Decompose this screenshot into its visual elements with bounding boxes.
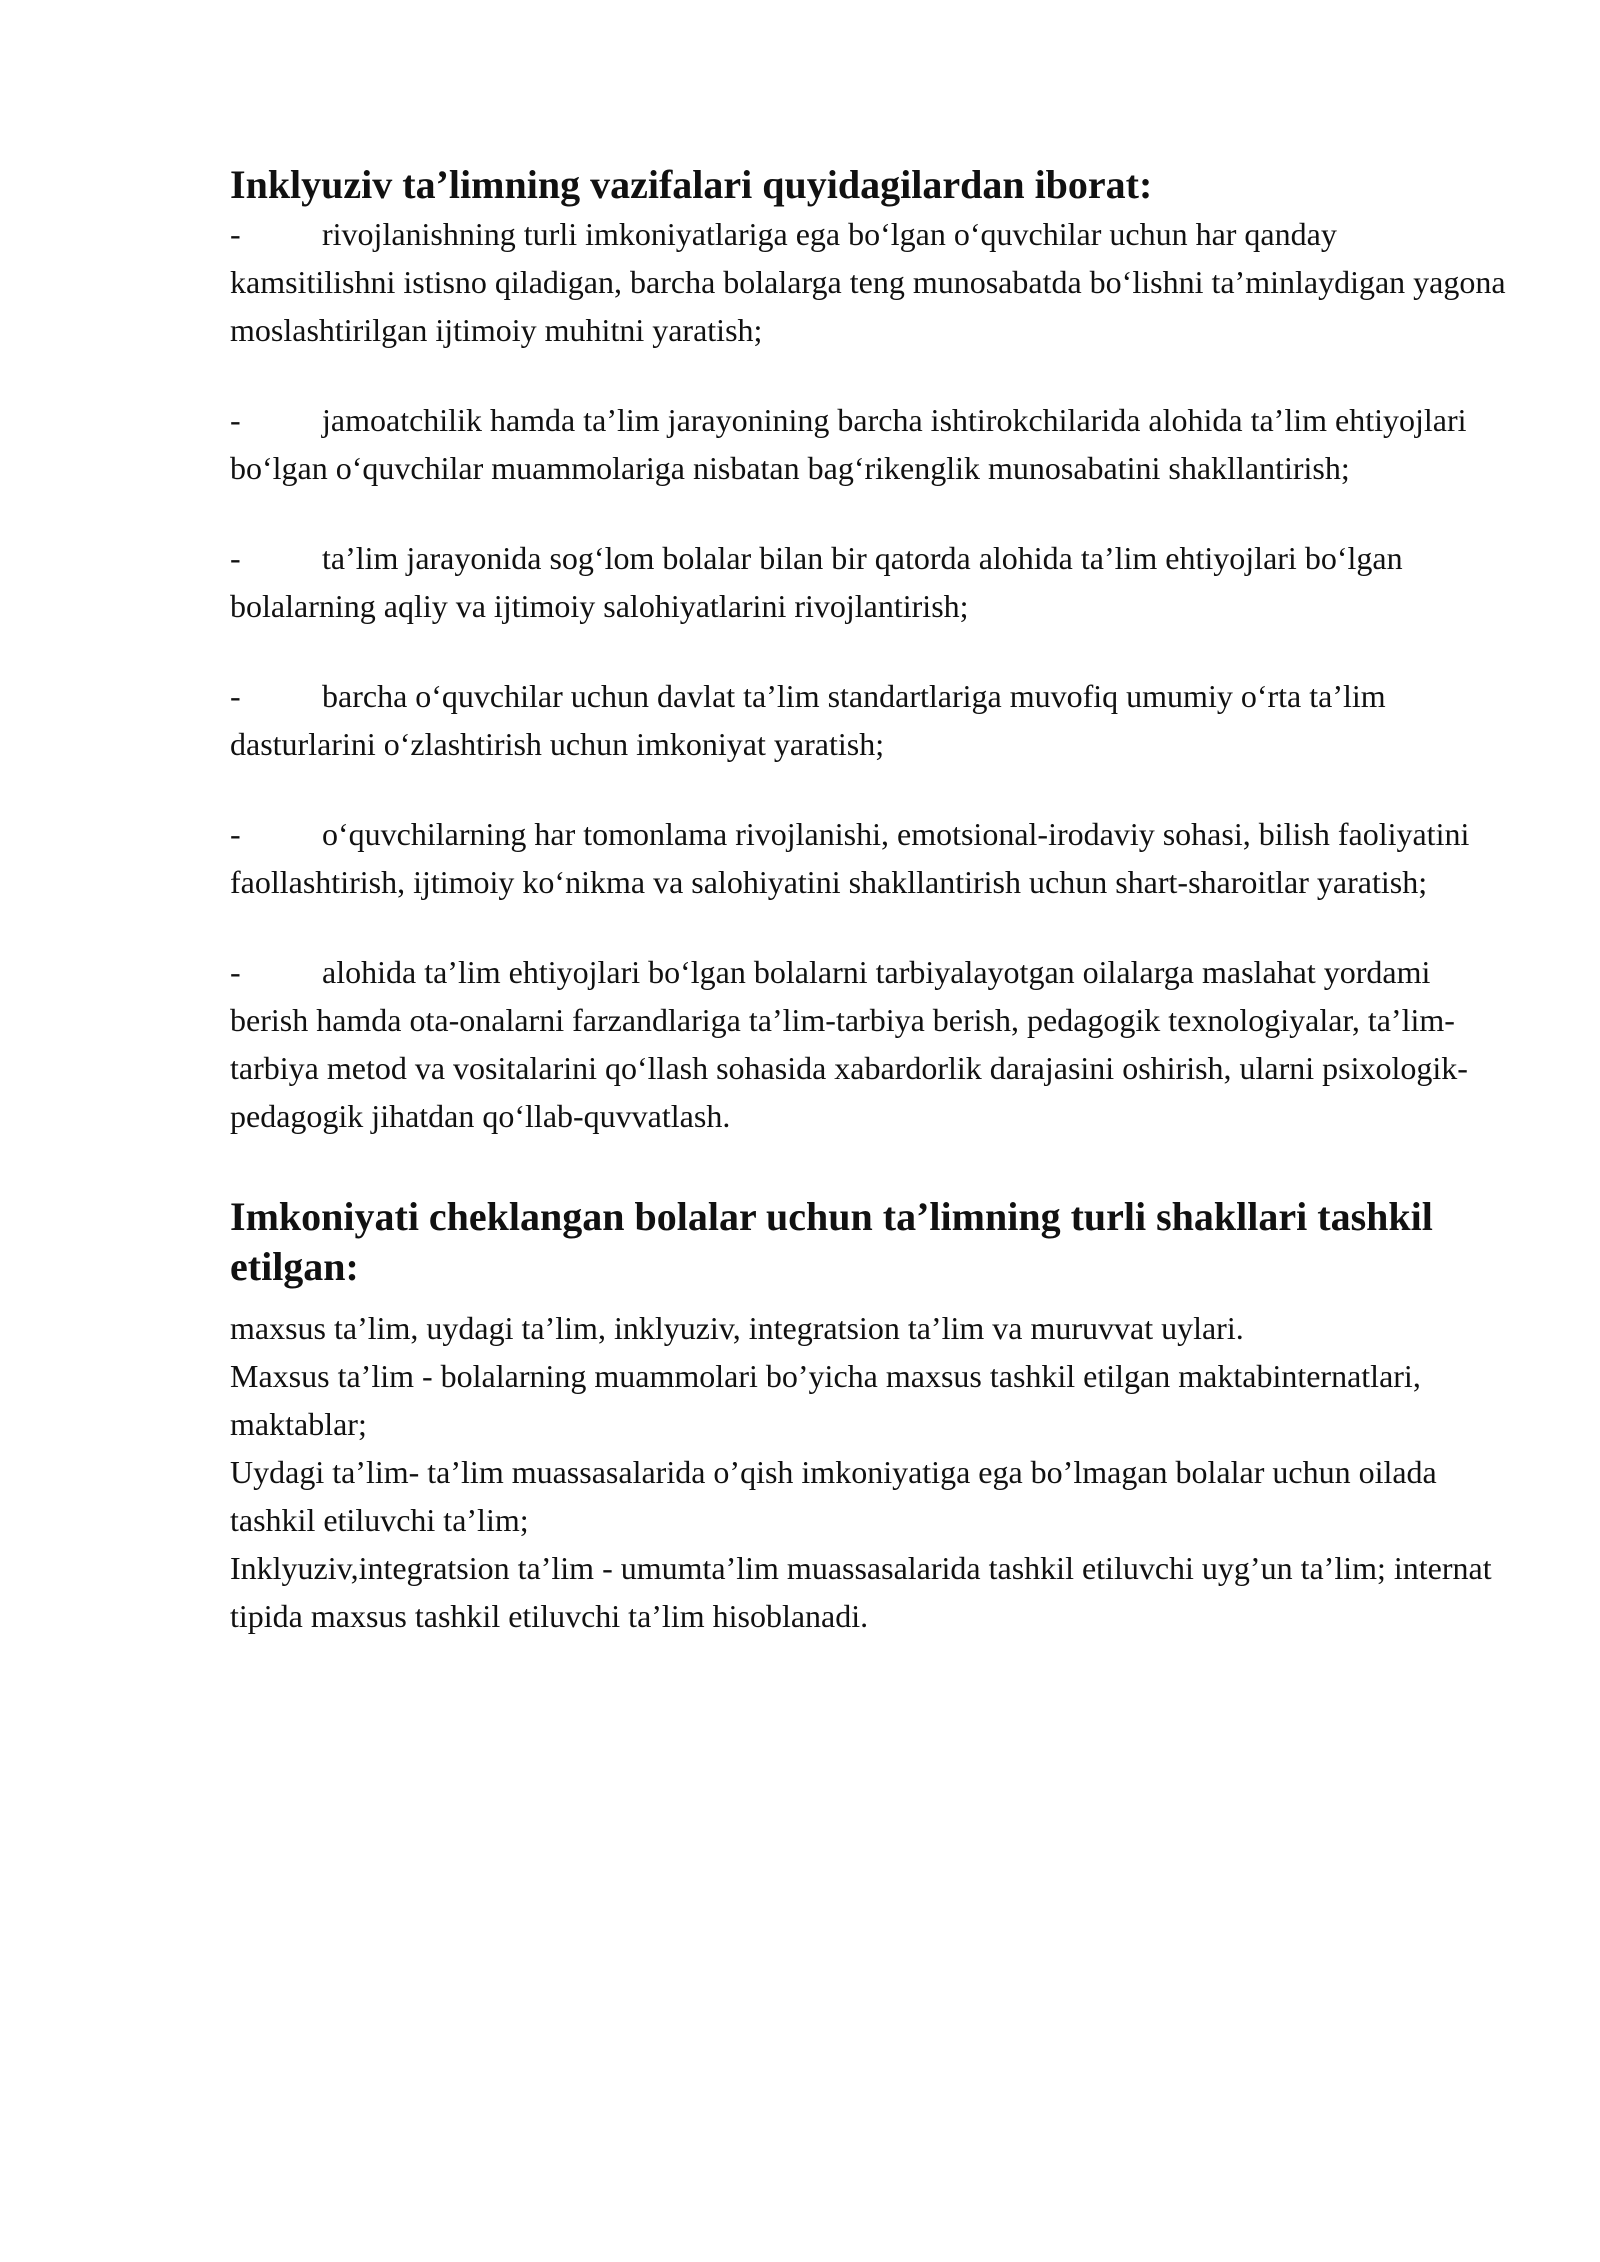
list-dash: -: [230, 954, 241, 990]
list-item-text: alohida ta’lim ehtiyojlari bo‘lgan bolalarni tarbiyalayotgan oilalarga maslahat yordami berish hamda ota-onalarni farzandlariga ta’lim-tarbiya berish, pedagogik texnologiyalar, ta’lim-tarbiya metod va vositalarini qo‘llash sohasida xabardorlik darajasini oshirish, ularni psixologik-pedagogik jihatdan qo‘llab-quvvatlash.: [230, 954, 1468, 1134]
list-dash: -: [230, 816, 241, 852]
list-dash: -: [230, 402, 241, 438]
list-item-text: jamoatchilik hamda ta’lim jarayonining barcha ishtirokchilarida alohida ta’lim ehtiyojlari bo‘lgan o‘quvchilar muammolariga nisbatan bag‘rikenglik munosabatini shakllantirish;: [230, 402, 1467, 486]
section-heading-tasks: Inklyuziv ta’limning vazifalari quyidagilardan iborat:: [230, 162, 1153, 207]
list-item: [230, 534, 1510, 630]
paragraph: Uydagi ta’lim- ta’lim muassasalarida o’qish imkoniyatiga ega bo’lmagan bolalar uchun oilada tashkil etiluvchi ta’lim;: [230, 1454, 1437, 1538]
paragraph: Inklyuziv,integratsion ta’lim - umumta’lim muassasalarida tashkil etiluvchi uyg’un ta’lim; internat tipida maxsus tashkil etiluvchi ta’lim hisoblanadi.: [230, 1550, 1492, 1634]
list-item-text: rivojlanishning turli imkoniyatlariga ega bo‘lgan o‘quvchilar uchun har qanday kamsitilishni istisno qiladigan, barcha bolalarga teng munosabatda bo‘lishni ta’minlaydigan yagona moslashtirilgan ijtimoiy muhitni yaratish;: [230, 216, 1506, 348]
document-content: [230, 160, 1510, 1640]
paragraph: Maxsus ta’lim - bolalarning muammolari bo’yicha maxsus tashkil etilgan maktabinternatlari, maktablar;: [230, 1358, 1421, 1442]
paragraph: maxsus ta’lim, uydagi ta’lim, inklyuziv, integratsion ta’lim va muruvvat uylari.: [230, 1310, 1244, 1346]
list-dash: -: [230, 540, 241, 576]
list-dash: -: [230, 678, 241, 714]
list-item: [230, 210, 1510, 354]
list-item-text: o‘quvchilarning har tomonlama rivojlanishi, emotsional-irodaviy sohasi, bilish faoliyatini faollashtirish, ijtimoiy ko‘nikma va salohiyatini shakllantirish uchun shart-sharoitlar yaratish;: [230, 816, 1470, 900]
list-item: [230, 672, 1510, 768]
section-heading-forms: Imkoniyati cheklangan bolalar uchun ta’limning turli shakllari tashkil etilgan:: [230, 1194, 1433, 1289]
list-dash: -: [230, 216, 241, 252]
list-item-text: ta’lim jarayonida sog‘lom bolalar bilan bir qatorda alohida ta’lim ehtiyojlari bo‘lgan bolalarning aqliy va ijtimoiy salohiyatlarini rivojlantirish;: [230, 540, 1403, 624]
list-item: [230, 396, 1510, 492]
list-item: [230, 810, 1510, 906]
list-item-text: barcha o‘quvchilar uchun davlat ta’lim standartlariga muvofiq umumiy o‘rta ta’lim dasturlarini o‘zlashtirish uchun imkoniyat yaratish;: [230, 678, 1386, 762]
list-item: [230, 948, 1510, 1140]
